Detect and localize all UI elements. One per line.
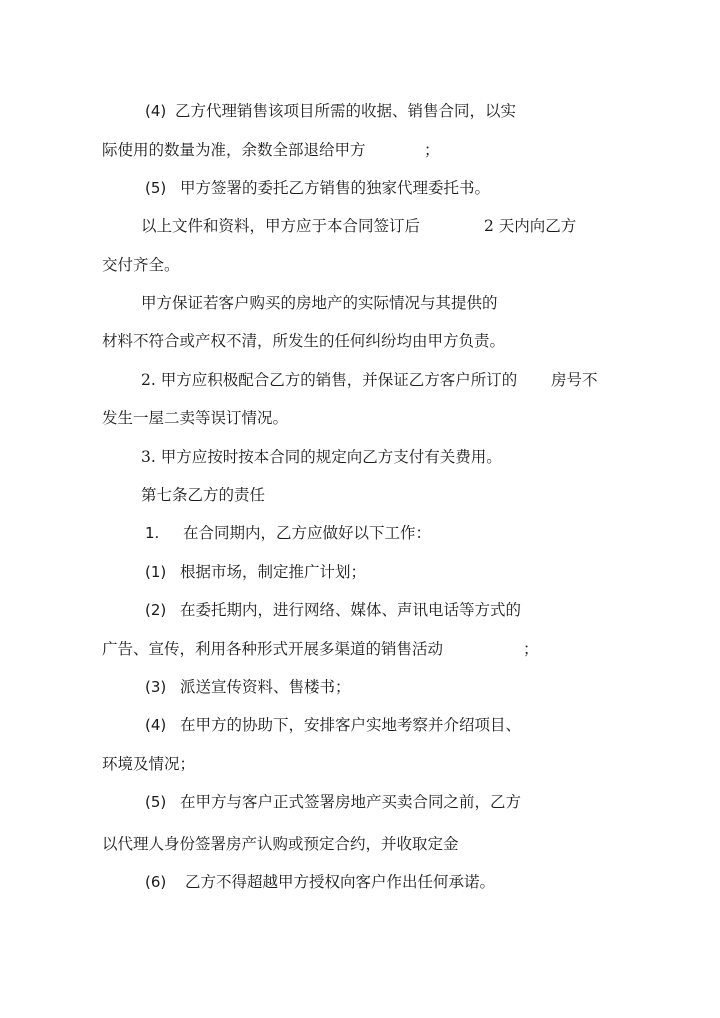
- item-marker: (3): [145, 678, 167, 696]
- line-text: 交付齐全。: [102, 256, 180, 274]
- line-text: 乙方不得超越甲方授权向客户作出任何承诺。: [185, 873, 496, 891]
- line-text: 在委托期内，进行网络、媒体、声讯电话等方式的: [180, 601, 522, 619]
- line-text: 发生一屋二卖等误订情况。: [102, 409, 289, 427]
- line-text: 乙方代理销售该项目所需的收据、销售合同，以实: [175, 102, 517, 120]
- line-text: 派送宣传资料、售楼书；: [180, 678, 351, 696]
- item-marker: (1): [145, 563, 167, 581]
- item-marker: (5): [145, 179, 167, 197]
- line-text: 3. 甲方应按时按本合同的规定向乙方支付有关费用。: [141, 448, 502, 466]
- line-text: 在甲方与客户正式签署房地产买卖合同之前，乙方: [180, 793, 522, 811]
- line-text: 以上文件和资料，甲方应于本合同签订后: [141, 217, 421, 235]
- item-marker: (4): [145, 716, 167, 734]
- line-text: 2. 甲方应积极配合乙方的销售，并保证乙方客户所订的: [141, 371, 518, 389]
- line-text: 在合同期内，乙方应做好以下工作：: [183, 524, 432, 542]
- item-marker: (6): [145, 873, 167, 891]
- line-text: ；: [523, 640, 539, 658]
- item-marker: 1.: [145, 524, 160, 542]
- item-marker: (2): [145, 601, 167, 619]
- line-text: ；: [424, 141, 440, 159]
- line-text: 材料不符合或产权不清，所发生的任何纠纷均由甲方负责。: [102, 332, 506, 350]
- line-text: 环境及情况；: [102, 755, 196, 773]
- line-text: 在甲方的协助下，安排客户实地考察并介绍项目、: [180, 716, 522, 734]
- line-text: 房号不: [551, 371, 598, 389]
- item-marker: (5): [145, 793, 167, 811]
- line-text: 甲方签署的委托乙方销售的独家代理委托书。: [180, 179, 491, 197]
- line-text: 广告、宣传，利用各种形式开展多渠道的销售活动: [102, 640, 444, 658]
- item-marker: (4): [145, 102, 167, 120]
- line-text: 甲方保证若客户购买的房地产的实际情况与其提供的: [141, 294, 498, 312]
- line-text: 第七条乙方的责任: [141, 486, 266, 504]
- line-text: 根据市场，制定推广计划；: [180, 563, 367, 581]
- line-text: 际使用的数量为准，余数全部退给甲方: [102, 141, 366, 159]
- line-text: 2 天内向乙方: [484, 217, 577, 235]
- line-text: 以代理人身份签署房产认购或预定合约，并收取定金: [102, 835, 459, 853]
